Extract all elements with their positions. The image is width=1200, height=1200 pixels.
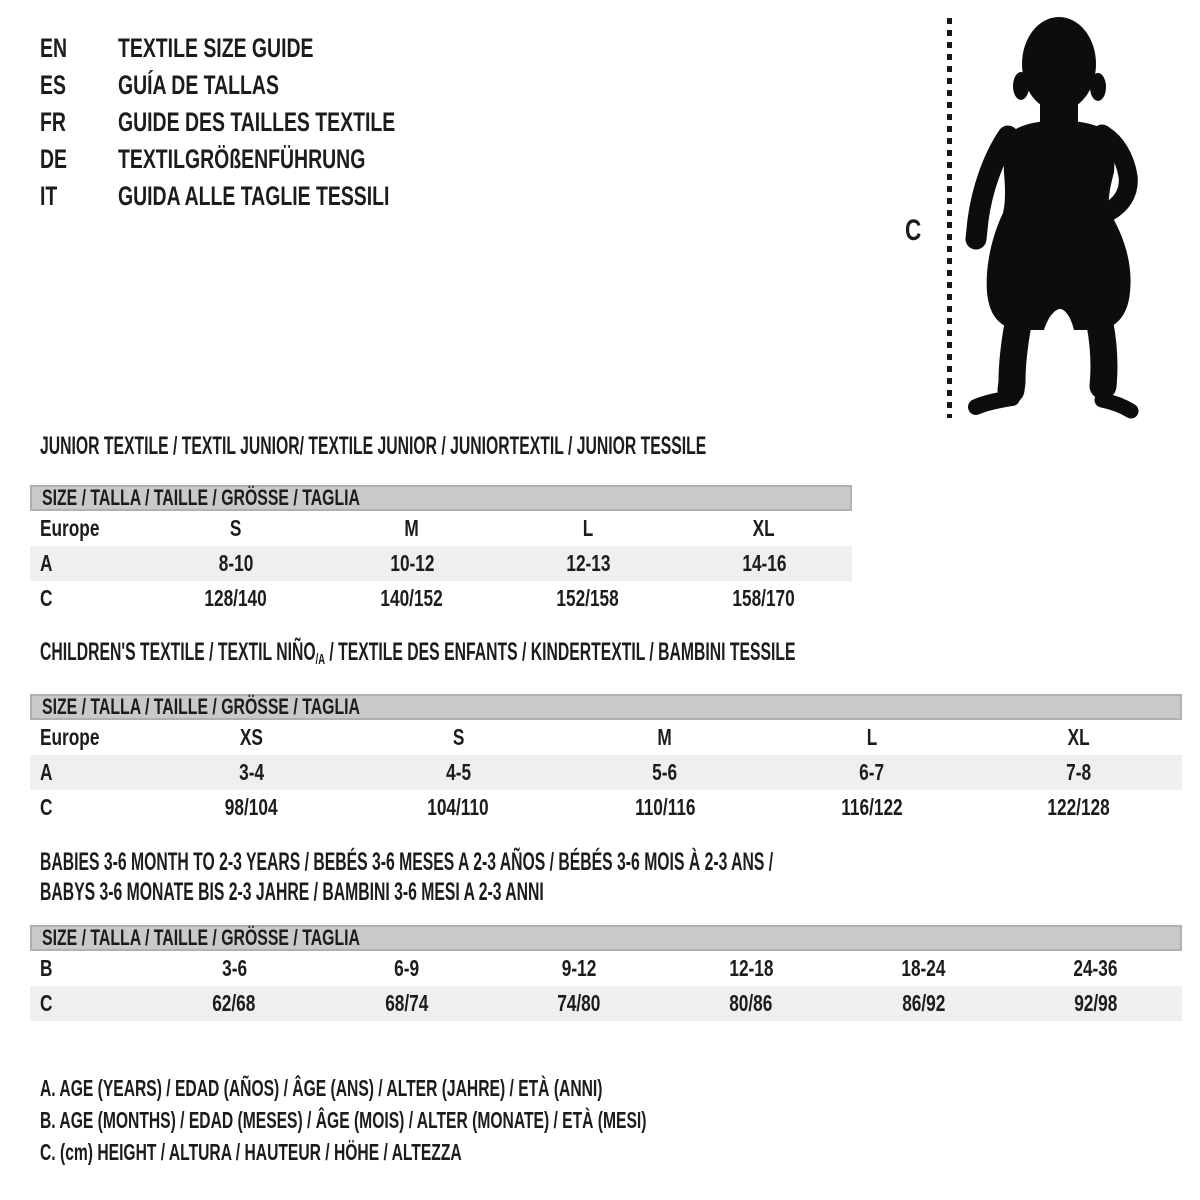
lang-code: ES <box>40 70 66 100</box>
size-table-header: SIZE / TALLA / TAILLE / GRÖSSE / TAGLIA <box>30 694 1182 720</box>
lang-row-fr <box>40 104 503 141</box>
legend-line-a: A. AGE (YEARS) / EDAD (AÑOS) / ÂGE (ANS) / ALTER (JAHRE) / ETÀ (ANNI) <box>40 1075 603 1101</box>
table-cell: XS <box>239 724 263 750</box>
table-row-europe <box>30 720 1182 755</box>
row-label: C <box>40 990 53 1016</box>
toddler-silhouette-icon <box>952 8 1142 423</box>
table-cell: 6-7 <box>859 759 885 785</box>
babies-size-table <box>30 925 1182 1021</box>
table-row-age-years <box>30 546 852 581</box>
table-cell: M <box>404 515 420 541</box>
junior-size-table <box>30 485 852 616</box>
table-cell: 158/170 <box>732 585 796 611</box>
row-label: B <box>40 955 53 981</box>
lang-row-de <box>40 141 503 178</box>
table-cell: 86/92 <box>901 990 946 1016</box>
children-size-table <box>30 694 1182 825</box>
language-list <box>40 30 503 215</box>
table-cell: 12-13 <box>565 550 611 576</box>
junior-section-title: JUNIOR TEXTILE / TEXTIL JUNIOR/ TEXTILE JUNIOR / JUNIORTEXTIL / JUNIOR TESSILE <box>40 432 707 460</box>
table-cell: 92/98 <box>1074 990 1118 1016</box>
table-cell: L <box>582 515 594 541</box>
lang-label: GUIDE DES TAILLES TEXTILE <box>118 107 396 137</box>
table-row-height-cm <box>30 790 1182 825</box>
table-cell: 116/122 <box>841 794 903 820</box>
table-cell: 8-10 <box>218 550 254 576</box>
row-label: A <box>40 759 53 785</box>
legend-line-b: B. AGE (MONTHS) / EDAD (MESES) / ÂGE (MOIS) / ALTER (MONATE) / ETÀ (MESI) <box>40 1107 647 1133</box>
lang-label: TEXTILE SIZE GUIDE <box>118 33 314 63</box>
table-cell: 110/116 <box>634 794 696 820</box>
table-cell: L <box>866 724 878 750</box>
table-cell: 128/140 <box>204 585 268 611</box>
table-cell: 74/80 <box>557 990 601 1016</box>
table-cell: 9-12 <box>561 955 597 981</box>
table-cell: 6-9 <box>394 955 419 981</box>
children-section-title: CHILDREN'S TEXTILE / TEXTIL $NIÑO_{/A}$ / TEXTILE DES ENFANTS / KINDERTEXTIL / BAMBINI TESSILE <box>40 638 796 668</box>
height-label: C <box>905 214 922 247</box>
table-row-europe <box>30 511 852 546</box>
lang-code: DE <box>40 144 68 174</box>
table-cell: 104/110 <box>427 794 489 820</box>
table-cell: 122/128 <box>1047 794 1110 820</box>
table-cell: 18-24 <box>901 955 946 981</box>
table-cell: S <box>230 515 242 541</box>
babies-section-title-line1: BABIES 3-6 MONTH TO 2-3 YEARS / BEBÉS 3-6 MESES A 2-3 AÑOS / BÉBÉS 3-6 MOIS À 2-3 ANS / <box>40 848 774 876</box>
table-cell: 3-4 <box>238 759 264 785</box>
babies-section-title-line2: BABYS 3-6 MONATE BIS 2-3 JAHRE / BAMBINI 3-6 MESI A 2-3 ANNI <box>40 878 544 906</box>
legend-line-c: C. (cm) HEIGHT / ALTURA / HAUTEUR / HÖHE / ALTEZZA <box>40 1139 462 1165</box>
table-cell: 4-5 <box>445 759 471 785</box>
row-label: Europe <box>40 724 100 750</box>
table-cell: 14-16 <box>741 550 787 576</box>
lang-label: TEXTILGRÖßENFÜHRUNG <box>118 144 366 174</box>
table-cell: 7-8 <box>1066 759 1092 785</box>
row-label: C <box>40 794 53 820</box>
table-cell: 140/152 <box>380 585 444 611</box>
lang-code: IT <box>40 181 58 211</box>
table-row-age-months <box>30 951 1182 986</box>
table-cell: XL <box>752 515 776 541</box>
lang-code: EN <box>40 33 68 63</box>
table-row-height-cm <box>30 986 1182 1021</box>
legend <box>40 1072 932 1168</box>
lang-row-en <box>40 30 503 67</box>
table-cell: 62/68 <box>212 990 256 1016</box>
row-label: A <box>40 550 53 576</box>
table-cell: 24-36 <box>1073 955 1118 981</box>
lang-code: FR <box>40 107 66 137</box>
table-cell: 152/158 <box>556 585 620 611</box>
table-row-height-cm <box>30 581 852 616</box>
size-table-header: SIZE / TALLA / TAILLE / GRÖSSE / TAGLIA <box>30 925 1182 951</box>
table-cell: S <box>452 724 464 750</box>
table-cell: 68/74 <box>384 990 429 1016</box>
lang-row-it <box>40 178 503 215</box>
table-cell: XL <box>1067 724 1090 750</box>
row-label: C <box>40 585 53 611</box>
table-cell: 98/104 <box>225 794 278 820</box>
table-cell: 5-6 <box>652 759 678 785</box>
lang-row-es <box>40 67 503 104</box>
table-cell: 80/86 <box>729 990 773 1016</box>
row-label: Europe <box>40 515 100 541</box>
table-row-age-years <box>30 755 1182 790</box>
table-cell: 3-6 <box>221 955 247 981</box>
table-cell: 10-12 <box>389 550 435 576</box>
title-subscript: /A <box>315 651 326 668</box>
lang-label: GUÍA DE TALLAS <box>118 70 279 100</box>
size-table-header: SIZE / TALLA / TAILLE / GRÖSSE / TAGLIA <box>30 485 852 511</box>
table-cell: 12-18 <box>729 955 774 981</box>
lang-label: GUIDA ALLE TAGLIE TESSILI <box>118 181 390 211</box>
table-cell: M <box>657 724 673 750</box>
